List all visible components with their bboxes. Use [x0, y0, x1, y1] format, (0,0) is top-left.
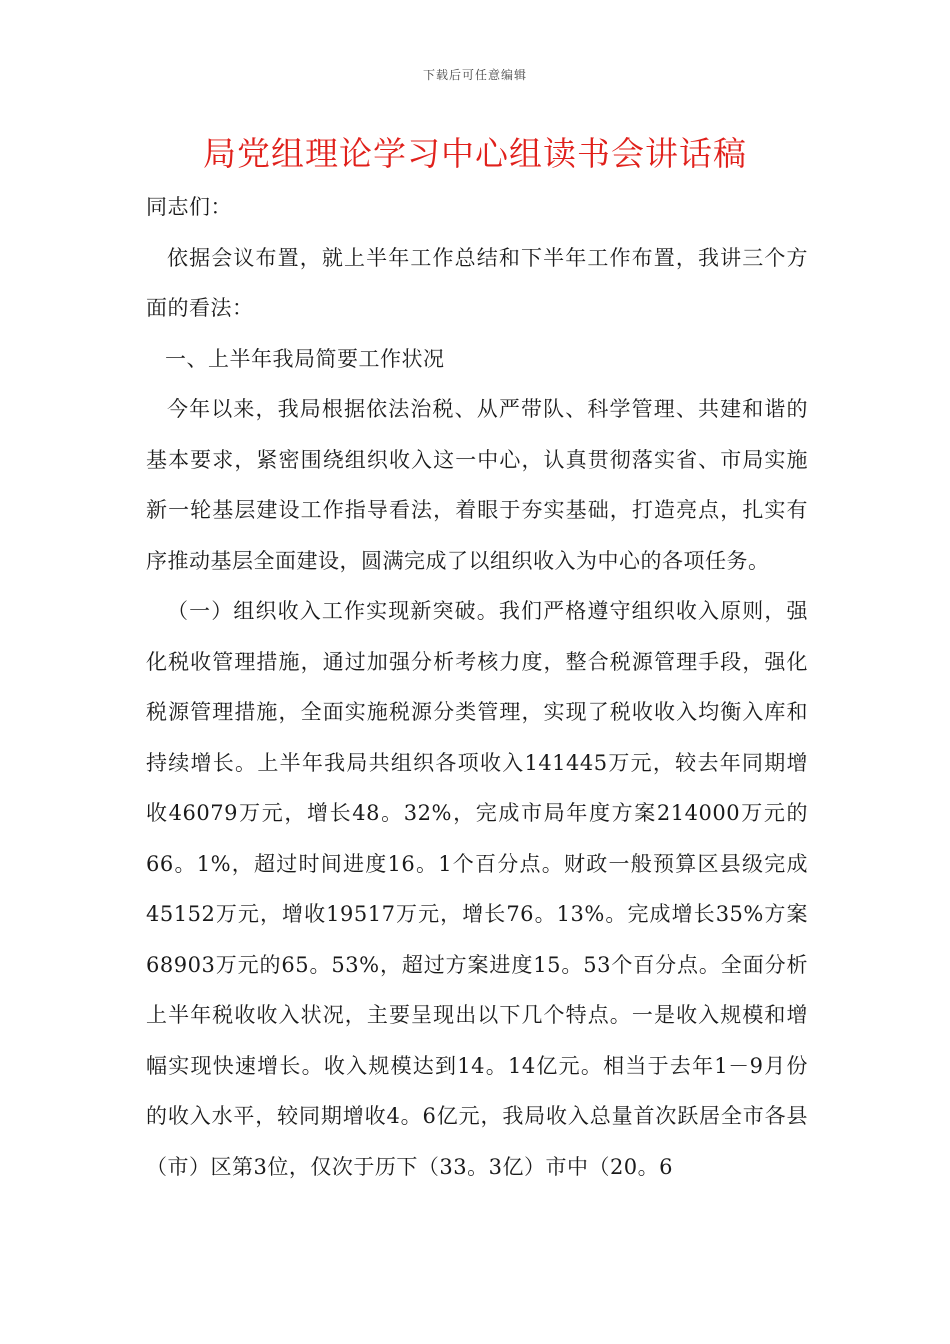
header-note: 下载后可任意编辑 — [422, 68, 527, 82]
paragraph-intro: 依据会议布置，就上半年工作总结和下半年工作布置，我讲三个方面的看法： — [146, 245, 808, 320]
document-body — [146, 182, 808, 1192]
section-heading: 一、上半年我局简要工作状况 — [165, 346, 445, 371]
salutation: 同志们： — [146, 195, 232, 219]
paragraph-revenue: （一）组织收入工作实现新突破。我们严格遵守组织收入原则，强化税收管理措施，通过加强分析考核力度，整合税源管理手段，强化税源管理措施，全面实施税源分类管理，实现了税收收入均衡入库和持续增长。上半年我局共组织各项收入141445万元，较去年同期增收46079万元，增长48。32%，完成市局年度方案214000万元的66。1%，超过时间进度16。1个百分点。财政一般预算区县级完成45152万元，增收19517万元，增长76。13%。完成增长35%方案68903万元的65。53%，超过方案进度15。53个百分点。全面分析上半年税收收入状况，主要呈现出以下几个特点。一是收入规模和增幅实现快速增长。收入规模达到14。14亿元。相当于去年1－9月份的收入水平，较同期增收4。6亿元，我局收入总量首次跃居全市各县（市）区第3位，仅次于历下（33。3亿）市中（20。6 — [146, 599, 808, 1179]
paragraph-overview: 今年以来，我局根据依法治税、从严带队、科学管理、共建和谐的基本要求，紧密围绕组织收入这一中心，认真贯彻落实省、市局实施新一轮基层建设工作指导看法，着眼于夯实基础，打造亮点，扎实有序推动基层全面建设，圆满完成了以组织收入为中心的各项任务。 — [146, 397, 808, 573]
document-title: 局党组理论学习中心组读书会讲话稿 — [203, 134, 747, 173]
